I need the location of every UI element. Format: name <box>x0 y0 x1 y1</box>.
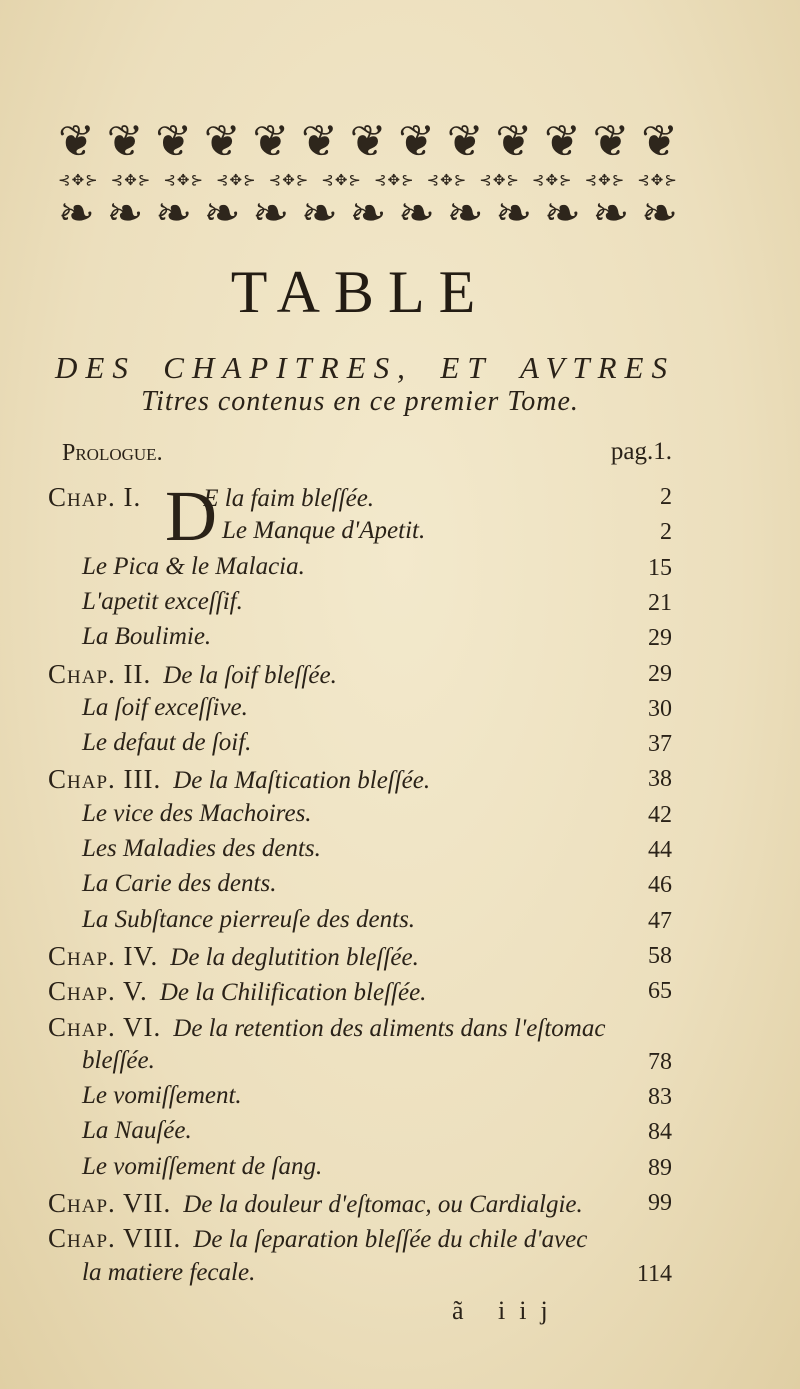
fleuron-icon: ❧ <box>106 188 144 239</box>
fleuron-icon: ❦ <box>641 116 678 167</box>
vine-icon: ⊰✥⊱ <box>531 171 573 189</box>
entry-title: Le Manque d'Apetit. <box>222 517 426 544</box>
subtitle-line-2: Titres contenus en ce premier Tome. <box>141 386 579 417</box>
entry-page-number: 2 <box>660 484 672 510</box>
entry-page-number: 47 <box>648 908 672 934</box>
signature-mark: ã <box>452 1296 478 1325</box>
entry-page-number: 2 <box>660 519 672 545</box>
entry-title: La Subſtance pierreuſe des dents. <box>82 906 416 933</box>
toc-row <box>48 1223 587 1257</box>
entry-page-number: 89 <box>648 1155 672 1181</box>
chapter-label: Chap. I. <box>48 482 142 512</box>
entry-page-number: 30 <box>648 696 672 722</box>
subtitle-line-1 <box>55 350 675 386</box>
fleuron-icon: ❦ <box>446 116 484 167</box>
entry-title: Le defaut de ſoif. <box>82 729 252 756</box>
vine-icon: ⊰✥⊱ <box>58 171 99 189</box>
fleuron-icon: ❧ <box>252 188 290 239</box>
subtitle-word: CHAPITRES, <box>163 350 413 385</box>
vine-icon: ⊰✥⊱ <box>373 171 415 189</box>
toc-row <box>48 941 419 975</box>
toc-row <box>48 1012 605 1046</box>
entry-page-number: 46 <box>648 872 672 898</box>
fleuron-icon: ❦ <box>592 116 630 167</box>
subtitle-word: AVTRES <box>520 350 675 385</box>
entry-title: Le Pica & le Malacia. <box>82 553 305 580</box>
entry-title: La ſoif exceſſive. <box>82 694 248 721</box>
fleuron-icon: ❦ <box>252 116 290 167</box>
vine-icon: ⊰✥⊱ <box>110 171 152 189</box>
entry-page-number: 83 <box>648 1084 672 1110</box>
chapter-label: Chap. II. <box>48 659 152 689</box>
entry-title: De la Maſtication bleſſée. <box>173 767 431 794</box>
fleuron-icon: ❦ <box>349 116 387 167</box>
toc-row <box>82 553 305 587</box>
entry-page-number: 38 <box>648 766 672 792</box>
chapter-label: Chap. III. <box>48 764 162 794</box>
vine-icon: ⊰✥⊱ <box>163 171 205 189</box>
entry-title: De la deglutition bleſſée. <box>170 944 419 971</box>
fleuron-icon: ❦ <box>300 116 338 167</box>
fleuron-icon: ❦ <box>155 116 193 167</box>
entry-page-number: 29 <box>648 661 672 687</box>
entry-page-number: 44 <box>648 837 672 863</box>
subtitle-word: DES <box>55 350 136 385</box>
chapter-label: Chap. VII. <box>48 1188 172 1218</box>
fleuron-icon: ❧ <box>398 188 436 239</box>
toc-row <box>82 870 276 904</box>
entry-title: De la ſoif bleſſée. <box>163 662 337 689</box>
toc-row <box>82 588 243 622</box>
ornament-top-row <box>58 116 678 167</box>
entry-page-number: 78 <box>648 1049 672 1075</box>
toc-row <box>82 517 425 551</box>
entry-title: La Nauſée. <box>82 1117 192 1144</box>
page-footer <box>452 1296 562 1326</box>
toc-row <box>48 659 337 693</box>
vine-icon: ⊰✥⊱ <box>268 171 310 189</box>
toc-row <box>82 906 415 940</box>
fleuron-icon: ❦ <box>495 116 533 167</box>
entry-page-number: 37 <box>648 731 672 757</box>
entry-title: Le vomiſſement de ſang. <box>82 1153 323 1180</box>
chapter-label: Chap. V. <box>48 976 148 1006</box>
fleuron-icon: ❧ <box>155 188 193 239</box>
entry-page-number: 58 <box>648 943 672 969</box>
fleuron-icon: ❦ <box>543 116 581 167</box>
toc-row <box>48 482 374 516</box>
entry-page-number: 21 <box>648 590 672 616</box>
toc-row <box>82 1153 322 1187</box>
fleuron-icon: ❧ <box>58 188 95 239</box>
vine-icon: ⊰✥⊱ <box>584 171 626 189</box>
vine-icon: ⊰✥⊱ <box>637 171 678 189</box>
fleuron-icon: ❧ <box>592 188 630 239</box>
drop-cap: D <box>165 476 217 556</box>
folio-number: iij <box>498 1296 562 1325</box>
chapter-label: Chap. VI. <box>48 1012 162 1042</box>
entry-title: Le vice des Machoires. <box>82 800 312 827</box>
toc-row <box>82 835 321 869</box>
toc-row <box>82 623 211 657</box>
entry-page-number: 65 <box>648 978 672 1004</box>
ornament-middle-row <box>58 172 678 188</box>
entry-title: De la retention des aliments dans l'eſtomac <box>173 1015 606 1042</box>
toc-row <box>82 694 248 728</box>
toc-row <box>82 1082 242 1116</box>
fleuron-icon: ❦ <box>58 116 95 167</box>
entry-title: De la Chilification bleſſée. <box>159 979 427 1006</box>
vine-icon: ⊰✥⊱ <box>479 171 520 189</box>
entry-title: Les Maladies des dents. <box>82 835 321 862</box>
fleuron-icon: ❦ <box>106 116 144 167</box>
fleuron-icon: ❧ <box>349 188 387 239</box>
page-title: TABLE <box>230 259 490 325</box>
entry-page-number: 42 <box>648 802 672 828</box>
entry-title: De la douleur d'eſtomac, ou Cardialgie. <box>183 1191 583 1218</box>
entry-title: Le vomiſſement. <box>82 1082 242 1109</box>
fleuron-icon: ❦ <box>398 116 436 167</box>
entry-title: bleſſée. <box>82 1047 155 1074</box>
chapter-label: Chap. IV. <box>48 941 159 971</box>
entry-title: L'apetit exceſſif. <box>82 588 243 615</box>
fleuron-icon: ❧ <box>641 188 678 239</box>
entry-page-number: 15 <box>648 555 672 581</box>
toc-row <box>82 800 312 834</box>
vine-icon: ⊰✥⊱ <box>426 171 468 189</box>
fleuron-icon: ❧ <box>300 188 338 239</box>
chapter-label: Chap. VIII. <box>48 1223 182 1253</box>
ornament-bottom-row <box>58 188 678 239</box>
entry-title: La Carie des dents. <box>82 870 277 897</box>
toc-row <box>82 1117 192 1151</box>
fleuron-icon: ❧ <box>203 188 241 239</box>
fleuron-icon: ❦ <box>203 116 241 167</box>
fleuron-icon: ❧ <box>495 188 533 239</box>
fleuron-icon: ❧ <box>543 188 581 239</box>
prologue-page: pag.1. <box>610 438 672 465</box>
toc-row <box>82 729 251 763</box>
entry-title: La Boulimie. <box>82 623 212 650</box>
subtitle-word: ET <box>440 350 493 385</box>
vine-icon: ⊰✥⊱ <box>215 171 257 189</box>
toc-row <box>82 1047 155 1081</box>
entry-page-number: 99 <box>648 1190 672 1216</box>
entry-title: E la faim bleſſée. <box>203 485 375 512</box>
toc-row <box>48 1188 583 1222</box>
toc-row <box>82 1259 255 1293</box>
toc-row <box>48 976 426 1010</box>
entry-title: De la ſeparation bleſſée du chile d'avec <box>193 1226 588 1253</box>
toc-row <box>48 764 430 798</box>
entry-page-number: 84 <box>648 1119 672 1145</box>
entry-page-number: 114 <box>636 1261 672 1287</box>
entry-page-number: 29 <box>648 625 672 651</box>
vine-icon: ⊰✥⊱ <box>321 171 362 189</box>
prologue-label: Prologue. <box>62 440 163 466</box>
entry-title: la matiere fecale. <box>82 1259 256 1286</box>
fleuron-icon: ❧ <box>446 188 484 239</box>
